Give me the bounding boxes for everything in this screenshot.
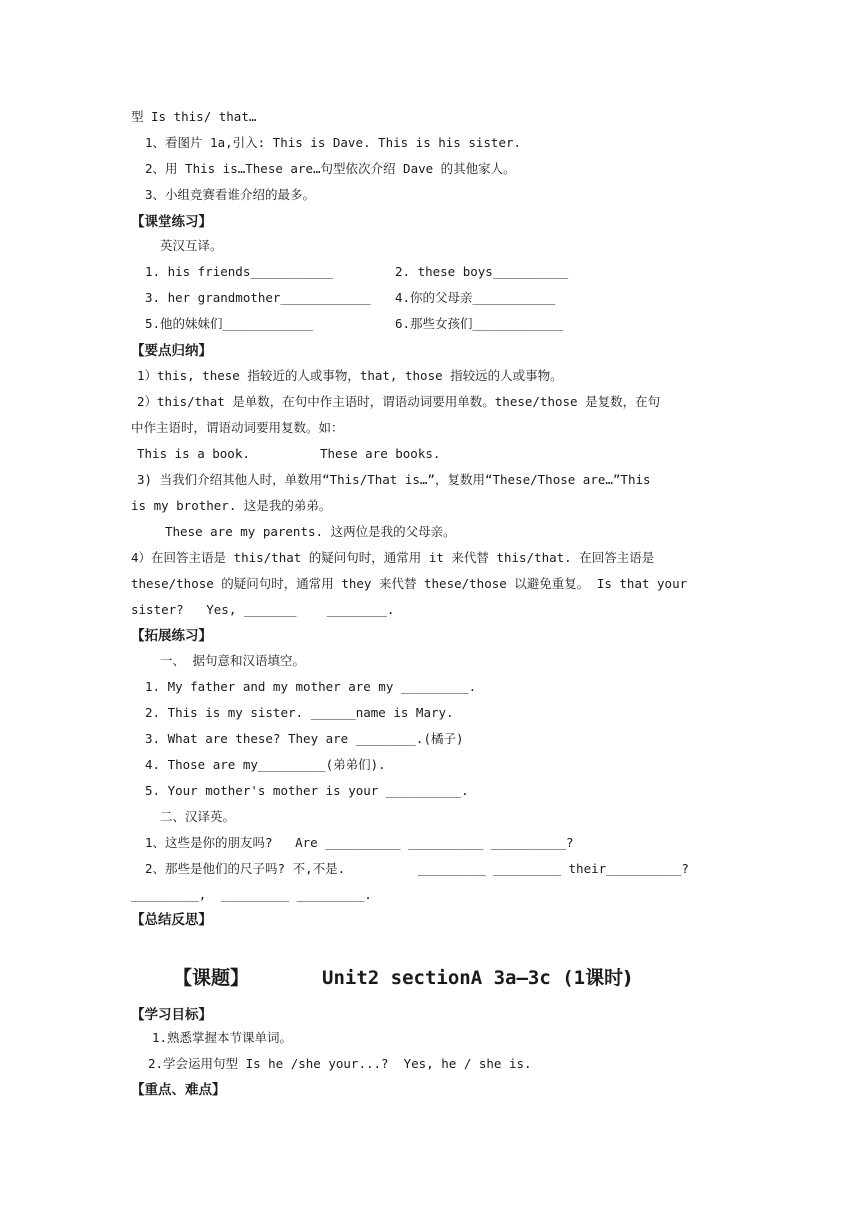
classroom-instruction: 英汉互译。 [160,238,223,253]
classroom-heading: 【课堂练习】 [131,214,212,230]
keypoints-heading: 【重点、难点】 [131,1082,226,1098]
reflection-heading: 【总结反思】 [131,912,212,928]
intro-line-1: 1、看图片 1a,引入: This is Dave. This is his sister. [145,135,522,150]
summary-point-3c: These are my parents. 这两位是我的父母亲。 [165,524,456,539]
extension-heading: 【拓展练习】 [131,628,212,644]
summary-point-2a: 2）this/that 是单数，在句中作主语时，谓语动词要用单数。these/those 是复数，在句 [137,394,661,409]
translation-item-2-question: 2、那些是他们的尺子吗? 不,不是. [145,861,346,876]
summary-point-2b: 中作主语时，谓语动词要用复数。如： [131,420,344,435]
goal-2: 2.学会运用句型 Is he /she your...? Yes, he / she is. [148,1056,532,1071]
exercise-item: 4.你的父母亲___________ [395,290,556,305]
fill-in-item: 3. What are these? They are ________.(橘子) [145,731,464,746]
translation-item-2-continued: _________, _________ _________. [131,887,372,902]
translation-item-1: 1、这些是你的朋友吗? Are __________ __________ __________? [145,835,574,850]
goal-1: 1.熟悉掌握本节课单词。 [152,1030,293,1045]
summary-point-3a: 3) 当我们介绍其他人时，单数用“This/That is…”，复数用“These/Those are…”This [137,472,651,487]
intro-line-2: 2、用 This is…These are…句型依次介绍 Dave 的其他家人。 [145,161,516,176]
extension-section-2: 二、汉译英。 [160,809,236,824]
fill-in-item: 1. My father and my mother are my _________. [145,679,477,694]
fill-in-item: 2. This is my sister. ______name is Mary. [145,705,454,720]
translation-item-2-answer: _________ _________ their__________? [418,861,689,876]
exercise-item: 1. his friends___________ [145,264,334,279]
lesson-title-main: Unit2 sectionA 3a—3c (1 [322,967,586,989]
lesson-label: 【课题】 [173,967,250,989]
summary-point-1: 1）this, these 指较近的人或事物，that, those 指较远的人或事物。 [137,368,563,383]
lesson-title [322,967,632,989]
example-plural: These are books. [320,446,441,461]
summary-point-4b: these/those 的疑问句时，通常用 they 来代替 these/those 以避免重复。 Is that your [131,576,688,591]
exercise-item: 6.那些女孩们____________ [395,316,563,331]
exercise-item: 2. these boys__________ [395,264,569,279]
lesson-title-suffix: 课时) [585,967,632,989]
summary-point-4c: sister? Yes, _______ ________. [131,602,395,617]
intro-line-0: 型 Is this/ that… [131,109,257,124]
goals-heading: 【学习目标】 [131,1007,212,1023]
example-singular: This is a book. [137,446,250,461]
exercise-item: 5.他的妹妹们____________ [145,316,313,331]
summary-heading: 【要点归纳】 [131,343,212,359]
exercise-item: 3. her grandmother____________ [145,290,371,305]
extension-section-1: 一、 据句意和汉语填空。 [160,653,306,668]
summary-point-4a: 4）在回答主语是 this/that 的疑问句时，通常用 it 来代替 this/that. 在回答主语是 [131,550,655,565]
intro-line-3: 3、小组竞赛看谁介绍的最多。 [145,187,316,202]
summary-point-3b: is my brother. 这是我的弟弟。 [131,498,332,513]
fill-in-item: 5. Your mother's mother is your __________. [145,783,469,798]
fill-in-item: 4. Those are my_________(弟弟们). [145,757,386,772]
